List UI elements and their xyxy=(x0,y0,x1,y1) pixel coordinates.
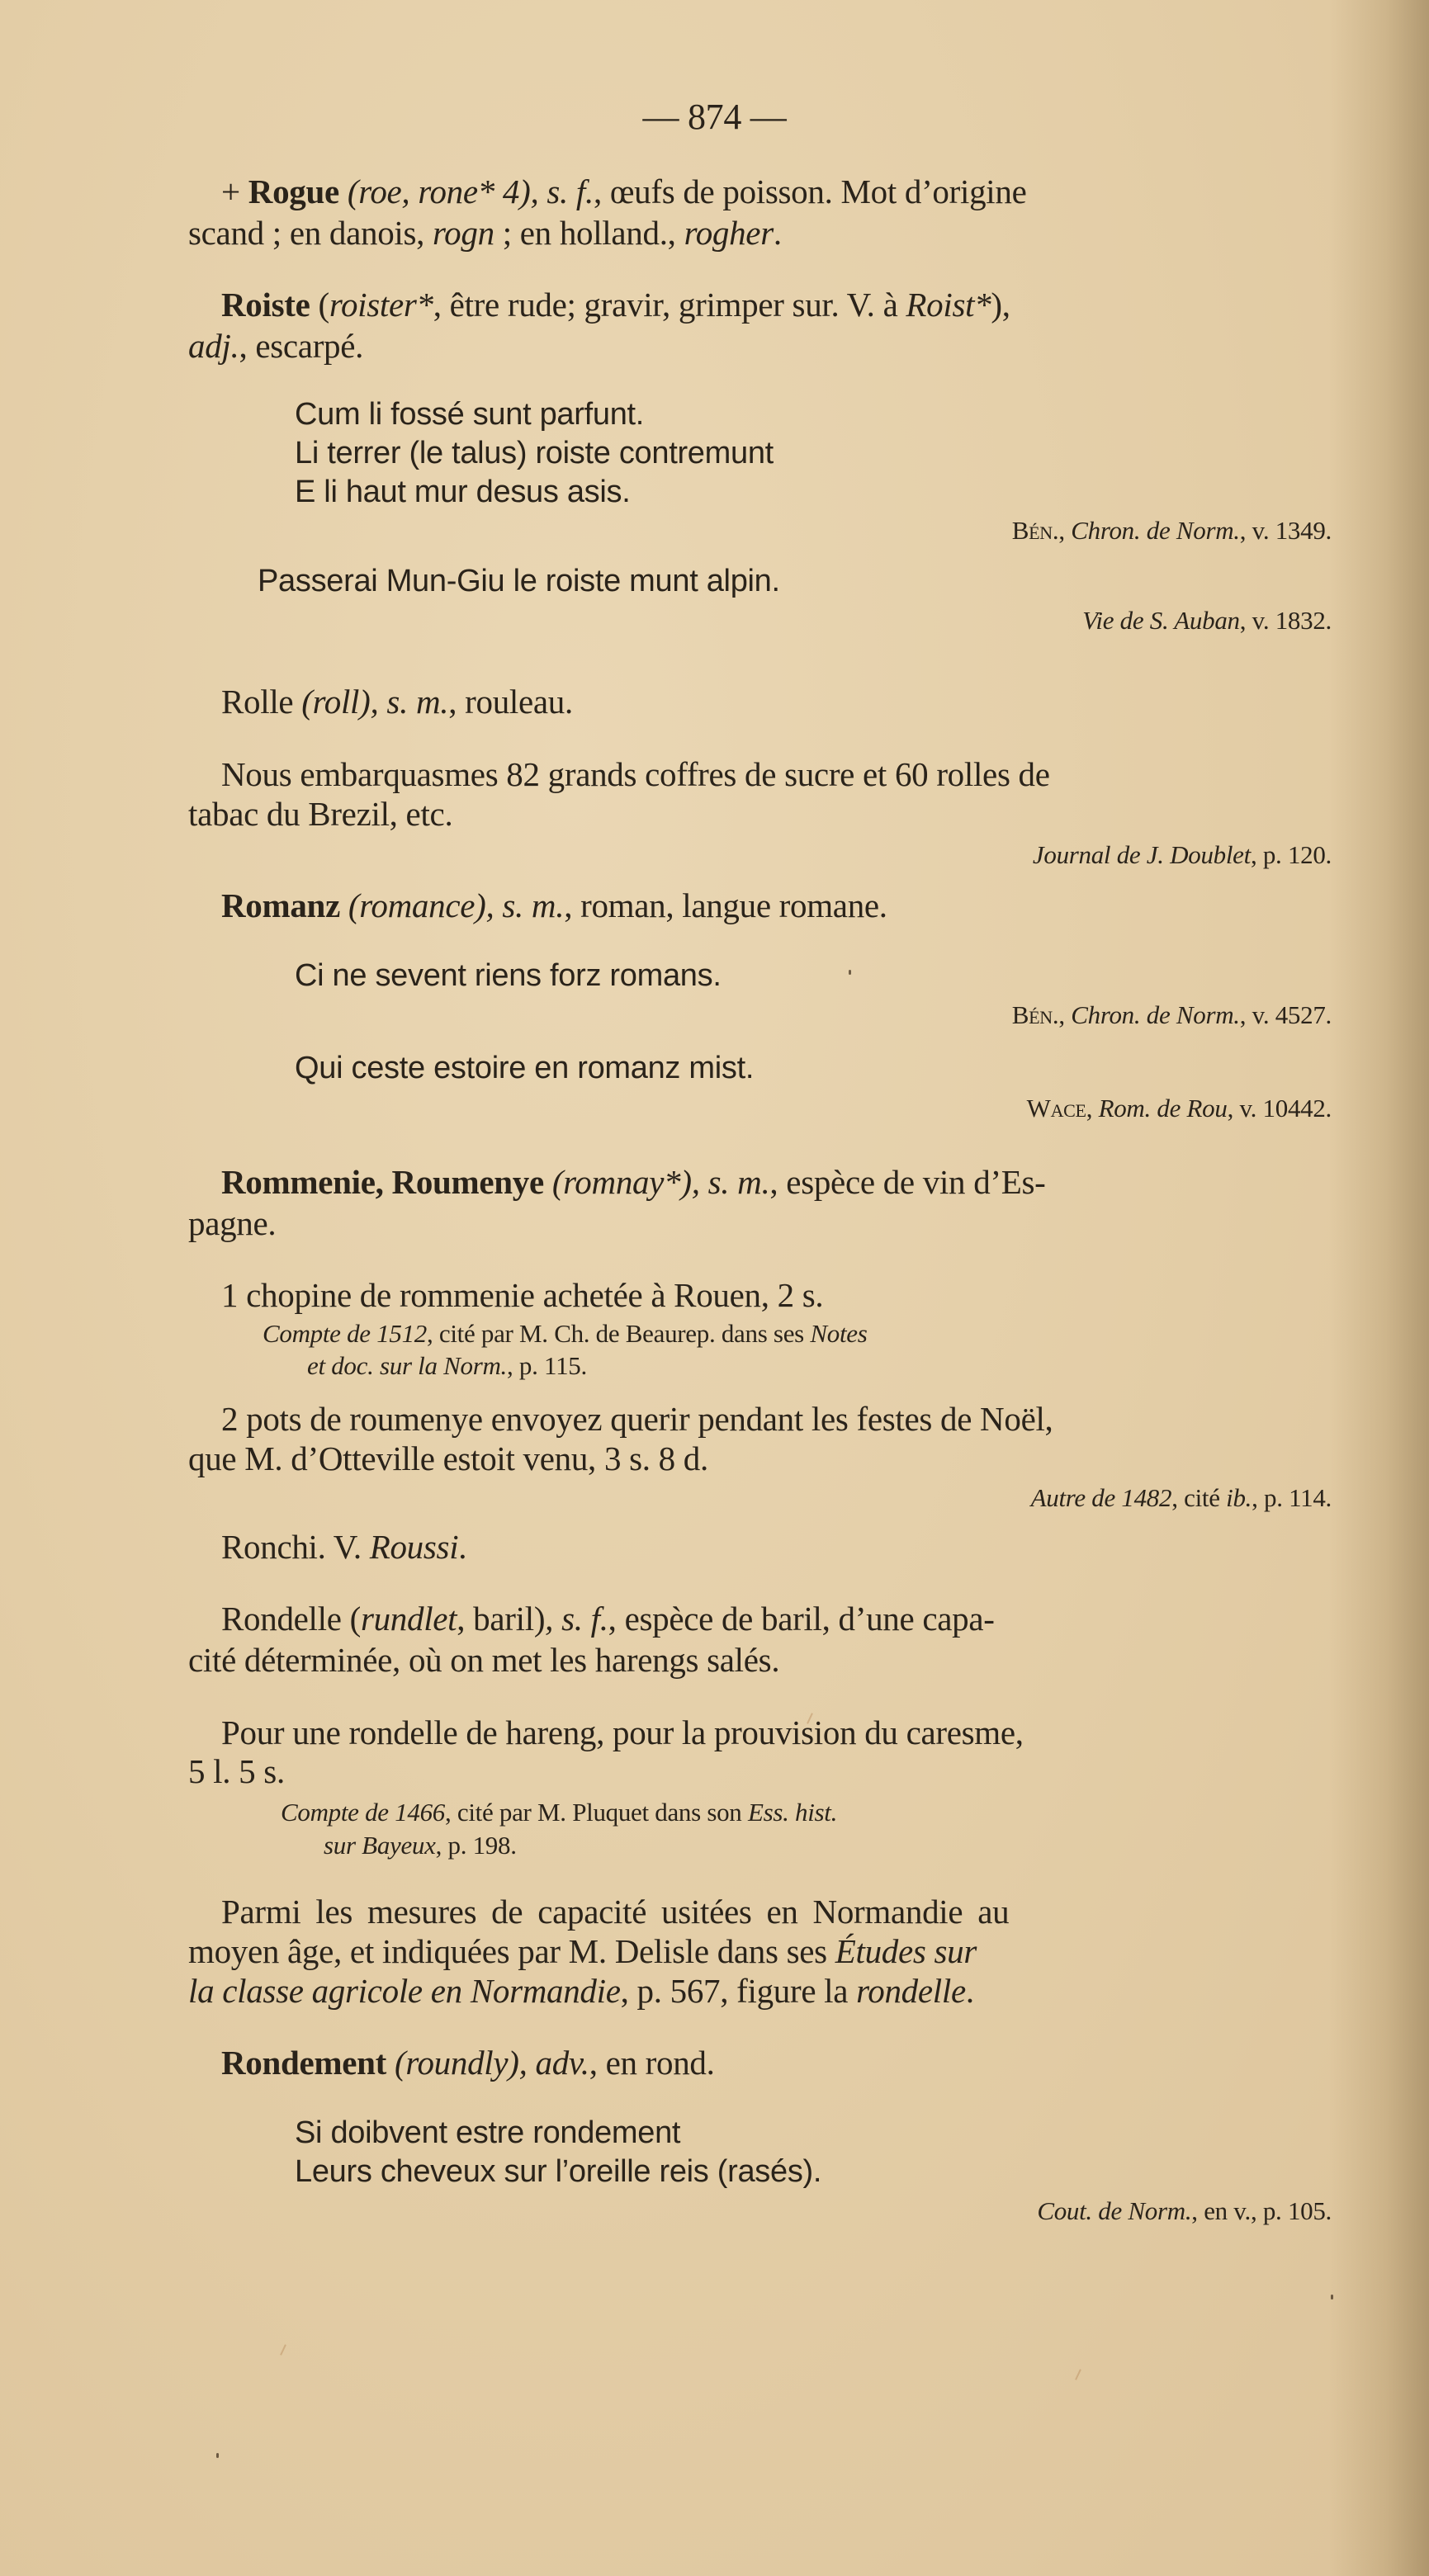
citation xyxy=(1027,1094,1332,1123)
work-title: Autre de 1482 xyxy=(1030,1483,1172,1512)
text: scand ; en danois, xyxy=(188,214,433,252)
text: ( xyxy=(341,1600,361,1638)
text: ( xyxy=(310,286,329,324)
quote-line: Cum li fossé sunt parfunt. xyxy=(295,397,645,432)
quote-line: Pour une rondelle de hareng, pour la prouvision du caresme, xyxy=(221,1713,1024,1751)
quote-line: 5 l. 5 s. xyxy=(188,1752,285,1790)
entry-rondelle xyxy=(221,1599,995,1638)
danish-form: rogn xyxy=(433,214,494,252)
citation xyxy=(281,1798,837,1827)
entry-rolle xyxy=(221,682,573,721)
definition: , rouleau. xyxy=(448,683,573,721)
quote-line: Leurs cheveux sur l’oreille reis (rasés). xyxy=(295,2154,822,2189)
grammar: , s. f. xyxy=(545,1600,608,1638)
entry-roiste-line2 xyxy=(188,326,363,366)
headword: Romanz xyxy=(221,886,340,924)
work-title: sur Bayeux xyxy=(324,1831,436,1860)
page-ref: , p. 198. xyxy=(435,1831,517,1860)
text: , p. 567, figure la xyxy=(620,1972,857,2010)
work-title: Ess. hist. xyxy=(747,1798,838,1827)
quote-line: Nous embarquasmes 82 grands coffres de sucre et 60 rolles de xyxy=(221,755,1050,793)
etymology: (roundly) xyxy=(386,2044,519,2082)
quote-line: 2 pots de roumenye envoyez querir pendant les festes de Noël, xyxy=(221,1400,1053,1438)
page-ref: , p. 120. xyxy=(1250,840,1332,869)
text: , baril) xyxy=(457,1600,546,1638)
etymology: rundlet xyxy=(360,1600,457,1638)
paper-speck xyxy=(216,2453,219,2458)
citation-continued xyxy=(324,1831,517,1860)
citation xyxy=(1012,1000,1332,1030)
text: , cité xyxy=(1171,1483,1227,1512)
quote-line: Ci ne sevent riens forz romans. xyxy=(295,958,722,993)
entry-roiste xyxy=(221,285,1010,324)
quote-line: E li haut mur desus asis. xyxy=(295,475,631,509)
etymology: roister* xyxy=(329,286,433,324)
cross-mark: + xyxy=(221,173,240,210)
grammar: , s. m. xyxy=(485,886,565,924)
citation-continued xyxy=(307,1351,587,1381)
grammar: , s. m. xyxy=(370,683,449,721)
citation xyxy=(263,1319,868,1349)
text: . xyxy=(773,214,782,252)
grammar: , adv. xyxy=(518,2044,589,2082)
entry-romanz xyxy=(221,886,887,925)
quote-line: que M. d’Otteville estoit venu, 3 s. 8 d. xyxy=(188,1439,708,1477)
quote-line: tabac du Brezil, etc. xyxy=(188,795,453,833)
grammar: adj. xyxy=(188,327,239,365)
etymology: (romance) xyxy=(339,886,486,924)
work-title: Vie de S. Auban xyxy=(1082,606,1240,635)
work-title: Rom. de Rou xyxy=(1098,1094,1228,1123)
quote-line: Si doibvent estre rondement xyxy=(295,2115,681,2150)
text: moyen âge, et indiquées par M. Delisle dans ses xyxy=(188,1932,835,1970)
note-line xyxy=(188,1971,974,2011)
headword: Rondement xyxy=(221,2044,387,2082)
text: . xyxy=(458,1528,467,1566)
work-title: Compte de 1466 xyxy=(281,1798,445,1827)
etymology: (romnay*) xyxy=(543,1163,692,1201)
headword: Rolle xyxy=(221,683,294,721)
quote-line: Li terrer (le talus) roiste contremunt xyxy=(295,436,774,470)
page-ref: , p. 115. xyxy=(507,1351,587,1380)
verse-ref: , v. 1832. xyxy=(1239,606,1332,635)
citation xyxy=(1012,516,1332,546)
paper-fiber xyxy=(1075,2369,1081,2380)
entry-rogue xyxy=(221,172,1026,211)
entry-rondement xyxy=(221,2043,715,2082)
text: . V. xyxy=(317,1528,370,1566)
page-number: — 874 — xyxy=(642,97,787,137)
grammar: , s. f. xyxy=(530,173,594,210)
author: Bén. xyxy=(1011,1000,1059,1029)
entry-rogue-line2 xyxy=(188,213,782,253)
work-title: Chron. de Norm. xyxy=(1071,516,1240,545)
headword: Ronchi xyxy=(221,1528,318,1566)
work-title: Journal de J. Doublet xyxy=(1032,840,1251,869)
dutch-form: rogher xyxy=(684,214,774,252)
page-ref: , p. 114. xyxy=(1252,1483,1332,1512)
paper-speck xyxy=(1331,2295,1333,2299)
definition: , escarpé. xyxy=(239,327,364,365)
definition: , espèce de baril, d’une capa- xyxy=(608,1600,995,1638)
entry-rommenie xyxy=(221,1162,1046,1202)
citation xyxy=(1033,840,1332,870)
citation xyxy=(1037,2196,1332,2226)
work-title: Cout. de Norm. xyxy=(1037,2196,1192,2225)
work-title: Compte de 1512 xyxy=(263,1319,427,1348)
text: , xyxy=(1086,1094,1099,1123)
work-title: Notes xyxy=(810,1319,868,1348)
verse-ref: , v. 1349. xyxy=(1239,516,1332,545)
paper-fiber xyxy=(280,2344,286,2356)
text: , xyxy=(1058,1000,1072,1029)
work-title: Chron. de Norm. xyxy=(1071,1000,1240,1029)
quote-line: Qui ceste estoire en romanz mist. xyxy=(295,1051,755,1085)
author: Bén. xyxy=(1011,516,1059,545)
verse-ref: , v. 10442. xyxy=(1227,1094,1332,1123)
ibid: ib. xyxy=(1226,1483,1252,1512)
text: ), xyxy=(991,286,1010,324)
definition: , être rude; gravir, grimper sur. V. à xyxy=(433,286,906,324)
term: rondelle xyxy=(856,1972,966,2010)
definition: , en rond. xyxy=(589,2044,715,2082)
paper-speck xyxy=(849,970,851,975)
verse-ref: , v. 4527. xyxy=(1239,1000,1332,1029)
etymology: (roe, rone* 4) xyxy=(347,173,531,210)
text: , cité par M. Pluquet dans son xyxy=(445,1798,748,1827)
note-line: Parmi les mesures de capacité usitées en Normandie au xyxy=(221,1893,1010,1931)
entry-ronchi xyxy=(221,1527,466,1567)
work-title: Études sur xyxy=(835,1932,977,1970)
cross-reference: Roist* xyxy=(906,286,991,324)
note-line xyxy=(188,1931,977,1971)
headword: Roiste xyxy=(221,286,310,324)
quote-line: Passerai Mun-Giu le roiste munt alpin. xyxy=(258,564,780,598)
text: . xyxy=(965,1972,974,2010)
headword: Rondelle xyxy=(221,1600,342,1638)
author: Wace xyxy=(1026,1094,1086,1123)
work-title: et doc. sur la Norm. xyxy=(307,1351,508,1380)
definition: , œufs de poisson. Mot d’origine xyxy=(593,173,1027,210)
citation xyxy=(1082,606,1332,636)
work-title: la classe agricole en Normandie xyxy=(188,1972,621,2010)
text: , cité par M. Ch. de Beaurep. dans ses xyxy=(427,1319,811,1348)
definition: , roman, langue romane. xyxy=(564,886,887,924)
definition-continued: pagne. xyxy=(188,1204,277,1242)
citation xyxy=(1031,1483,1332,1513)
page-ref: , en v., p. 105. xyxy=(1191,2196,1332,2225)
quote-line: 1 chopine de rommenie achetée à Rouen, 2 s. xyxy=(221,1276,824,1314)
etymology: (roll) xyxy=(293,683,371,721)
definition: , espèce de vin d’Es- xyxy=(769,1163,1046,1201)
cross-reference: Roussi xyxy=(369,1528,459,1566)
text: , xyxy=(1058,516,1072,545)
headword: Rogue xyxy=(248,173,339,210)
grammar: , s. m. xyxy=(691,1163,770,1201)
text: ; en holland., xyxy=(494,214,684,252)
definition-continued: cité déterminée, où on met les harengs salés. xyxy=(188,1641,780,1679)
headword: Rommenie, Roumenye xyxy=(221,1163,544,1201)
